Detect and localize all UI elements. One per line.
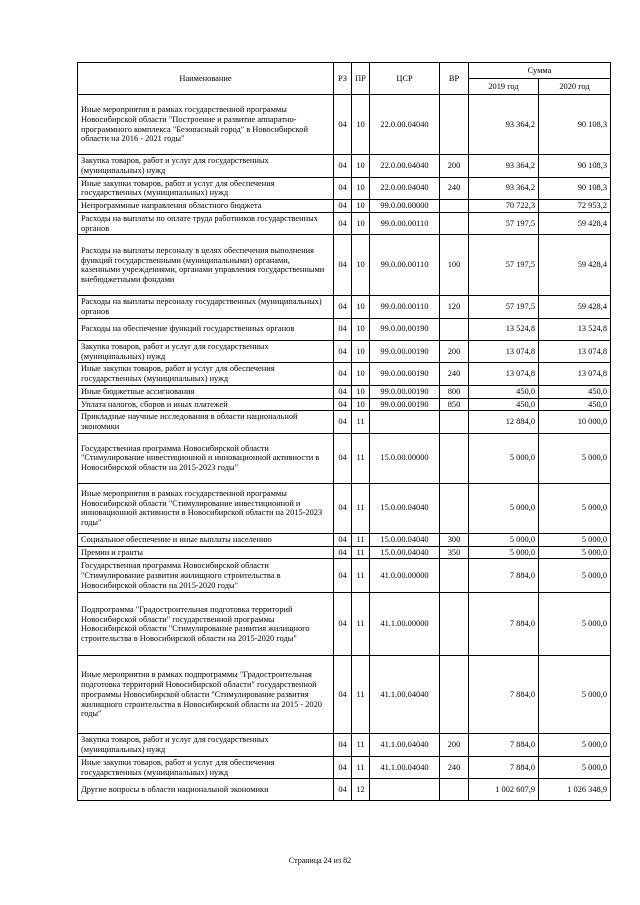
cell-pr: 11 bbox=[352, 411, 370, 434]
cell-rz: 04 bbox=[334, 318, 352, 340]
cell-name: Премии и гранты bbox=[78, 546, 334, 559]
cell-2020: 13 074,8 bbox=[539, 340, 611, 363]
cell-2019: 5 000,0 bbox=[469, 546, 539, 559]
cell-2020: 1 026 348,9 bbox=[539, 779, 611, 801]
cell-vr bbox=[440, 318, 469, 340]
cell-csr: 99.0.00.00110 bbox=[370, 235, 440, 296]
table-row bbox=[78, 212, 611, 235]
cell-2020: 72 953,2 bbox=[539, 200, 611, 213]
cell-2019: 57 197,5 bbox=[469, 212, 539, 235]
cell-2019: 12 884,0 bbox=[469, 411, 539, 434]
cell-pr: 10 bbox=[352, 200, 370, 213]
cell-2020: 90 108,3 bbox=[539, 155, 611, 178]
cell-pr: 10 bbox=[352, 296, 370, 319]
cell-2020: 5 000,0 bbox=[539, 656, 611, 734]
cell-vr: 200 bbox=[440, 155, 469, 178]
cell-name: Расходы на обеспечение функций государственных органов bbox=[78, 318, 334, 340]
cell-2020: 59 428,4 bbox=[539, 296, 611, 319]
cell-csr: 99.0.00.00190 bbox=[370, 385, 440, 398]
table-row bbox=[78, 177, 611, 200]
cell-csr: 15.0.00.00000 bbox=[370, 433, 440, 483]
cell-pr: 11 bbox=[352, 756, 370, 779]
cell-vr bbox=[440, 95, 469, 155]
cell-name: Расходы на выплаты персоналу в целях обеспечения выполнения функций государственными (муниципальными) органами, казенными учреждениями, органами управления государственными внебюджетными фондами bbox=[78, 235, 334, 296]
cell-name: Расходы на выплаты персоналу государственных (муниципальных) органов bbox=[78, 296, 334, 319]
cell-rz: 04 bbox=[334, 734, 352, 757]
cell-2019: 1 002 607,9 bbox=[469, 779, 539, 801]
cell-rz: 04 bbox=[334, 340, 352, 363]
cell-name: Прикладные научные исследования в области национальной экономики bbox=[78, 411, 334, 434]
table-row bbox=[78, 546, 611, 559]
cell-pr: 10 bbox=[352, 340, 370, 363]
table-row bbox=[78, 200, 611, 213]
cell-pr: 10 bbox=[352, 318, 370, 340]
cell-rz: 04 bbox=[334, 363, 352, 386]
cell-2019: 7 884,0 bbox=[469, 734, 539, 757]
cell-rz: 04 bbox=[334, 546, 352, 559]
cell-vr: 350 bbox=[440, 546, 469, 559]
cell-csr: 99.0.00.00190 bbox=[370, 340, 440, 363]
cell-2020: 90 108,3 bbox=[539, 95, 611, 155]
cell-rz: 04 bbox=[334, 559, 352, 593]
cell-vr: 240 bbox=[440, 756, 469, 779]
cell-csr: 99.0.00.00000 bbox=[370, 200, 440, 213]
cell-rz: 04 bbox=[334, 656, 352, 734]
cell-name: Социальное обеспечение и иные выплаты населению bbox=[78, 533, 334, 546]
cell-2019: 13 074,8 bbox=[469, 363, 539, 386]
cell-2019: 7 884,0 bbox=[469, 559, 539, 593]
cell-name: Иные закупки товаров, работ и услуг для обеспечения государственных (муниципальных) нужд bbox=[78, 363, 334, 386]
cell-2020: 5 000,0 bbox=[539, 483, 611, 533]
cell-pr: 11 bbox=[352, 559, 370, 593]
cell-rz: 04 bbox=[334, 296, 352, 319]
cell-name: Иные мероприятия в рамках подпрограммы "Градостроительная подготовка территорий Новосибирской области" государственной программы Новосибирской области "Стимулирование развития жилищного строительства в Новосибирской области на 2015 - 2020 годы" bbox=[78, 656, 334, 734]
cell-name: Расходы на выплаты по оплате труда работников государственных органов bbox=[78, 212, 334, 235]
cell-name: Иные бюджетные ассигнования bbox=[78, 385, 334, 398]
cell-csr: 41.1.00.04040 bbox=[370, 656, 440, 734]
cell-2019: 5 000,0 bbox=[469, 483, 539, 533]
cell-csr: 41.1.00.00000 bbox=[370, 593, 440, 656]
table-row bbox=[78, 363, 611, 386]
cell-vr: 200 bbox=[440, 734, 469, 757]
cell-vr: 800 bbox=[440, 385, 469, 398]
cell-pr: 11 bbox=[352, 734, 370, 757]
cell-csr: 99.0.00.00110 bbox=[370, 296, 440, 319]
cell-csr: 22.0.00.04040 bbox=[370, 177, 440, 200]
table-row bbox=[78, 559, 611, 593]
header-pr: ПР bbox=[352, 63, 370, 95]
cell-vr bbox=[440, 212, 469, 235]
table-row bbox=[78, 779, 611, 801]
cell-2020: 5 000,0 bbox=[539, 734, 611, 757]
cell-csr: 41.1.00.04040 bbox=[370, 734, 440, 757]
cell-2019: 93 364,2 bbox=[469, 177, 539, 200]
table-row bbox=[78, 433, 611, 483]
table-row bbox=[78, 318, 611, 340]
cell-2019: 93 364,2 bbox=[469, 155, 539, 178]
cell-name: Подпрограмма "Градостроительная подготовка территорий Новосибирской области" государственной программы Новосибирской области "Стимулирование развития жилищного строительства в Новосибирской области на 2015-2020 годы" bbox=[78, 593, 334, 656]
cell-name: Непрограммные направления областного бюджета bbox=[78, 200, 334, 213]
cell-pr: 12 bbox=[352, 779, 370, 801]
cell-pr: 11 bbox=[352, 533, 370, 546]
cell-rz: 04 bbox=[334, 235, 352, 296]
cell-rz: 04 bbox=[334, 95, 352, 155]
cell-csr: 41.0.00.00000 bbox=[370, 559, 440, 593]
cell-2020: 10 000,0 bbox=[539, 411, 611, 434]
cell-rz: 04 bbox=[334, 756, 352, 779]
cell-2020: 5 000,0 bbox=[539, 533, 611, 546]
cell-rz: 04 bbox=[334, 385, 352, 398]
cell-vr bbox=[440, 559, 469, 593]
table-body bbox=[78, 95, 611, 801]
cell-vr: 850 bbox=[440, 398, 469, 411]
cell-rz: 04 bbox=[334, 483, 352, 533]
budget-table bbox=[77, 62, 611, 801]
cell-csr: 22.0.00.04040 bbox=[370, 155, 440, 178]
table-row bbox=[78, 756, 611, 779]
cell-csr: 15.0.00.04040 bbox=[370, 533, 440, 546]
cell-rz: 04 bbox=[334, 411, 352, 434]
cell-rz: 04 bbox=[334, 177, 352, 200]
cell-2020: 13 074,8 bbox=[539, 363, 611, 386]
cell-csr: 15.0.00.04040 bbox=[370, 546, 440, 559]
header-2019: 2019 год bbox=[469, 79, 539, 95]
cell-vr: 120 bbox=[440, 296, 469, 319]
table-row bbox=[78, 533, 611, 546]
cell-vr: 300 bbox=[440, 533, 469, 546]
cell-rz: 04 bbox=[334, 212, 352, 235]
cell-vr bbox=[440, 593, 469, 656]
table-row bbox=[78, 95, 611, 155]
header-vr: ВР bbox=[440, 63, 469, 95]
cell-2020: 13 524,8 bbox=[539, 318, 611, 340]
cell-csr: 99.0.00.00190 bbox=[370, 363, 440, 386]
cell-name: Уплата налогов, сборов и иных платежей bbox=[78, 398, 334, 411]
cell-rz: 04 bbox=[334, 533, 352, 546]
table-row bbox=[78, 398, 611, 411]
cell-vr: 200 bbox=[440, 340, 469, 363]
cell-2019: 450,0 bbox=[469, 385, 539, 398]
cell-2020: 59 428,4 bbox=[539, 212, 611, 235]
cell-name: Закупка товаров, работ и услуг для государственных (муниципальных) нужд bbox=[78, 340, 334, 363]
cell-rz: 04 bbox=[334, 155, 352, 178]
cell-2019: 13 074,8 bbox=[469, 340, 539, 363]
cell-2020: 450,0 bbox=[539, 385, 611, 398]
cell-vr: 240 bbox=[440, 177, 469, 200]
cell-name: Закупка товаров, работ и услуг для государственных (муниципальных) нужд bbox=[78, 155, 334, 178]
table-row bbox=[78, 235, 611, 296]
table-row bbox=[78, 483, 611, 533]
cell-pr: 11 bbox=[352, 593, 370, 656]
cell-csr: 15.0.00.04040 bbox=[370, 483, 440, 533]
cell-pr: 10 bbox=[352, 398, 370, 411]
cell-name: Другие вопросы в области национальной экономики bbox=[78, 779, 334, 801]
page-footer: Страница 24 из 82 bbox=[288, 856, 352, 865]
table-row bbox=[78, 296, 611, 319]
cell-2019: 57 197,5 bbox=[469, 296, 539, 319]
header-csr: ЦСР bbox=[370, 63, 440, 95]
cell-name: Иные закупки товаров, работ и услуг для обеспечения государственных (муниципальных) нужд bbox=[78, 177, 334, 200]
cell-name: Государственная программа Новосибирской области "Стимулирование развития жилищного строительства в Новосибирской области на 2015-2020 годы" bbox=[78, 559, 334, 593]
cell-2020: 90 108,3 bbox=[539, 177, 611, 200]
cell-csr: 99.0.00.00190 bbox=[370, 398, 440, 411]
cell-2019: 57 197,5 bbox=[469, 235, 539, 296]
header-2020: 2020 год bbox=[539, 79, 611, 95]
table-row bbox=[78, 385, 611, 398]
cell-pr: 10 bbox=[352, 95, 370, 155]
table-row bbox=[78, 340, 611, 363]
cell-2020: 450,0 bbox=[539, 398, 611, 411]
cell-csr: 22.0.00.04040 bbox=[370, 95, 440, 155]
cell-name: Государственная программа Новосибирской области "Стимулирование инвестиционной и инновационной активности в Новосибирской области на 2015-2023 годы" bbox=[78, 433, 334, 483]
table-row bbox=[78, 593, 611, 656]
cell-pr: 10 bbox=[352, 177, 370, 200]
cell-name: Закупка товаров, работ и услуг для государственных (муниципальных) нужд bbox=[78, 734, 334, 757]
cell-pr: 10 bbox=[352, 235, 370, 296]
cell-rz: 04 bbox=[334, 779, 352, 801]
cell-csr bbox=[370, 779, 440, 801]
cell-2019: 450,0 bbox=[469, 398, 539, 411]
cell-vr bbox=[440, 200, 469, 213]
cell-2020: 5 000,0 bbox=[539, 546, 611, 559]
cell-2020: 5 000,0 bbox=[539, 593, 611, 656]
cell-rz: 04 bbox=[334, 398, 352, 411]
cell-pr: 11 bbox=[352, 546, 370, 559]
cell-csr: 41.1.00.04040 bbox=[370, 756, 440, 779]
cell-rz: 04 bbox=[334, 593, 352, 656]
cell-pr: 10 bbox=[352, 385, 370, 398]
cell-pr: 11 bbox=[352, 433, 370, 483]
cell-vr bbox=[440, 656, 469, 734]
cell-2019: 70 722,3 bbox=[469, 200, 539, 213]
cell-name: Иные закупки товаров, работ и услуг для обеспечения государственных (муниципальных) нужд bbox=[78, 756, 334, 779]
cell-vr: 100 bbox=[440, 235, 469, 296]
header-name: Наименование bbox=[78, 63, 334, 95]
cell-pr: 11 bbox=[352, 483, 370, 533]
cell-2019: 5 000,0 bbox=[469, 533, 539, 546]
cell-name: Иные мероприятия в рамках государственной программы Новосибирской области "Стимулирование инвестиционной и инновационной активности в Новосибирской области на 2015-2023 годы" bbox=[78, 483, 334, 533]
cell-2020: 59 428,4 bbox=[539, 235, 611, 296]
cell-pr: 10 bbox=[352, 363, 370, 386]
cell-vr bbox=[440, 779, 469, 801]
cell-pr: 10 bbox=[352, 212, 370, 235]
cell-2019: 93 364,2 bbox=[469, 95, 539, 155]
cell-csr bbox=[370, 411, 440, 434]
cell-2019: 7 884,0 bbox=[469, 656, 539, 734]
cell-csr: 99.0.00.00110 bbox=[370, 212, 440, 235]
cell-pr: 10 bbox=[352, 155, 370, 178]
header-sum: Сумма bbox=[469, 63, 611, 79]
table-row bbox=[78, 734, 611, 757]
table-row bbox=[78, 656, 611, 734]
table-row bbox=[78, 411, 611, 434]
cell-vr bbox=[440, 433, 469, 483]
cell-2019: 7 884,0 bbox=[469, 593, 539, 656]
cell-2019: 13 524,8 bbox=[469, 318, 539, 340]
cell-pr: 11 bbox=[352, 656, 370, 734]
cell-2019: 5 000,0 bbox=[469, 433, 539, 483]
cell-rz: 04 bbox=[334, 200, 352, 213]
cell-2020: 5 000,0 bbox=[539, 433, 611, 483]
cell-2020: 5 000,0 bbox=[539, 559, 611, 593]
cell-vr bbox=[440, 483, 469, 533]
cell-csr: 99.0.00.00190 bbox=[370, 318, 440, 340]
cell-rz: 04 bbox=[334, 433, 352, 483]
cell-vr bbox=[440, 411, 469, 434]
table-row bbox=[78, 155, 611, 178]
cell-vr: 240 bbox=[440, 363, 469, 386]
cell-name: Иные мероприятия в рамках государственной программы Новосибирской области "Построение и развитие аппаратно-программного комплекса "Безопасный город" в Новосибирской области на 2016 - 2021 годы" bbox=[78, 95, 334, 155]
header-rz: РЗ bbox=[334, 63, 352, 95]
cell-2020: 5 000,0 bbox=[539, 756, 611, 779]
cell-2019: 7 884,0 bbox=[469, 756, 539, 779]
